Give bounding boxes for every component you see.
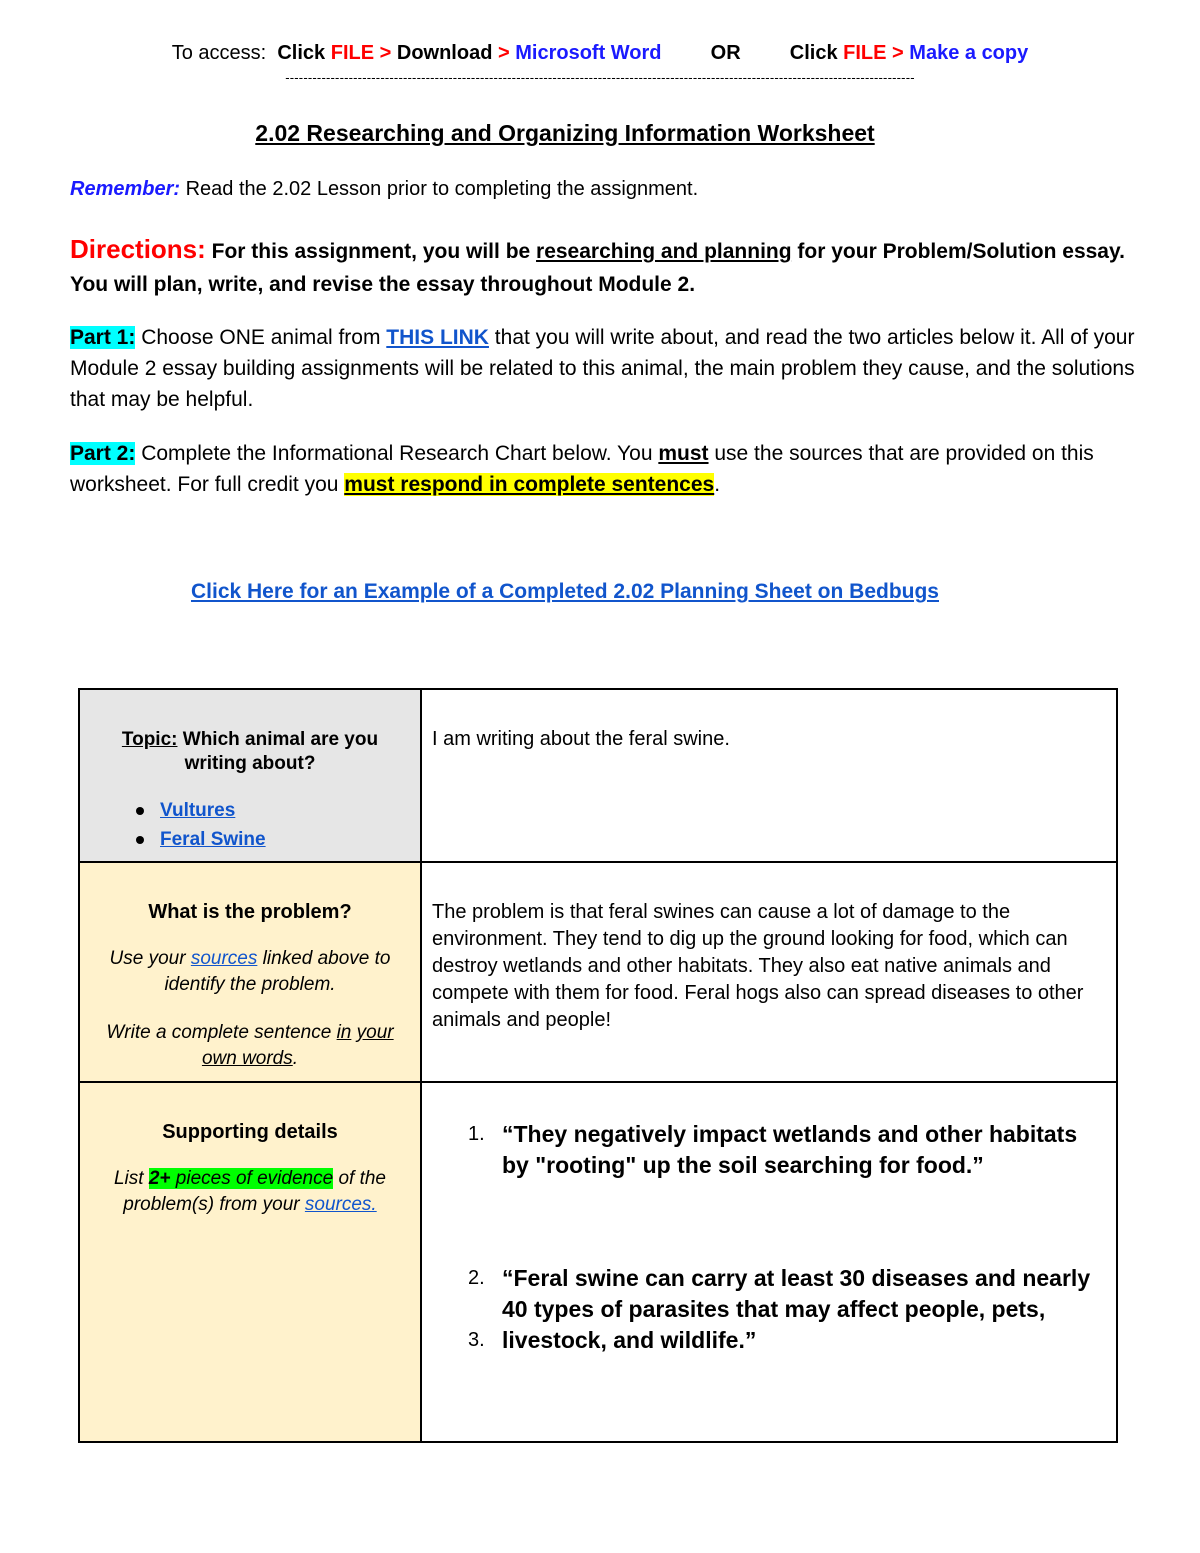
part2-must: must: [658, 442, 709, 465]
details-hint-green: pieces of evidence: [170, 1168, 334, 1189]
part1-label: Part 1:: [70, 326, 136, 349]
part2-block: [70, 438, 1140, 500]
evidence-number: 1.: [468, 1123, 485, 1145]
topic-cell: [79, 689, 421, 862]
topic-row: [79, 689, 1117, 862]
evidence-item: [422, 1263, 1096, 1356]
problem-hint2-own: your own words: [201, 1022, 394, 1069]
directions-label: Directions:: [70, 234, 206, 264]
problem-hint-2: [80, 1020, 420, 1072]
details-cell: [79, 1082, 421, 1442]
part2-text-1: Complete the Informational Research Chart below. You: [135, 442, 659, 465]
topic-question: [80, 690, 420, 786]
directions-text-1: For this assignment, you will be: [205, 240, 537, 263]
click-label-2: Click: [789, 42, 838, 64]
topic-question-text: Which animal are you writing about?: [177, 729, 379, 774]
details-heading: Supporting details: [162, 1121, 338, 1143]
part1-text-2: that you will write about, and read the two articles below it. All of your Module 2 essay building assignments will be related to this animal, the main problem they cause, and the solutions that may be helpful.: [70, 326, 1135, 411]
evidence-text: “They negatively impact wetlands and other habitats by "rooting" up the soil searching for food.”: [502, 1121, 1078, 1178]
topic-answer: I am writing about the feral swine.: [432, 728, 730, 750]
this-link[interactable]: THIS LINK: [386, 326, 489, 349]
details-hint-post: of the problem(s) from your: [123, 1168, 387, 1215]
access-prefix: To access:: [171, 42, 267, 64]
part1-block: [70, 322, 1140, 415]
remember-note: [70, 178, 1140, 201]
problem-hint2-pre: Write a complete sentence: [106, 1022, 337, 1043]
details-sources-link[interactable]: sources.: [304, 1194, 377, 1215]
details-answer-cell[interactable]: [421, 1082, 1117, 1442]
file-menu-label-1: FILE >: [330, 42, 392, 64]
feral-swine-link[interactable]: Feral Swine: [160, 829, 266, 850]
make-copy-label: Make a copy: [909, 42, 1029, 64]
research-chart: [78, 688, 1118, 1443]
directions-underlined: researching and planning: [536, 240, 792, 263]
problem-row: [79, 862, 1117, 1082]
details-hint: [80, 1166, 420, 1218]
option-vultures: [136, 796, 420, 825]
download-label: Download: [396, 42, 493, 64]
evidence-number-3: 3.: [468, 1329, 485, 1351]
details-hint-count: 2+: [148, 1168, 171, 1189]
evidence-number: 2.: [468, 1267, 485, 1289]
animal-options: [136, 796, 420, 854]
problem-heading: What is the problem?: [148, 901, 352, 923]
problem-hint-pre: Use your: [109, 948, 191, 969]
problem-hint2-end: .: [292, 1048, 299, 1069]
remember-text: Read the 2.02 Lesson prior to completing the assignment.: [180, 178, 699, 200]
or-label: OR: [710, 42, 741, 64]
divider-rule: -------------------------------------------------------------------------------------------------------------------------------------------: [285, 70, 915, 85]
topic-label: Topic:: [121, 729, 178, 750]
part2-highlight: must respond in complete sentences: [344, 473, 715, 496]
problem-hint: [80, 946, 420, 998]
problem-answer-cell[interactable]: [421, 862, 1117, 1082]
part1-text-1: Choose ONE animal from: [135, 326, 387, 349]
click-label-1: Click: [277, 42, 326, 64]
vultures-link[interactable]: Vultures: [160, 800, 236, 821]
file-menu-label-2: FILE >: [843, 42, 904, 64]
details-hint-pre: List: [113, 1168, 149, 1189]
remember-label: Remember:: [70, 178, 181, 200]
problem-answer: The problem is that feral swines can cause a lot of damage to the environment. They tend to dig up the ground looking for food, which can destroy wetlands and other habitats. They also eat native animals and compete with them for food. Feral hogs also can spread diseases to other animals and people!: [432, 901, 1084, 1031]
example-link[interactable]: Click Here for an Example of a Completed 2.02 Planning Sheet on Bedbugs: [190, 580, 939, 603]
directions-text-2: for your Problem/Solution essay. You will plan, write, and revise the essay throughout Module 2.: [70, 240, 1125, 296]
problem-sources-link[interactable]: sources: [190, 948, 258, 969]
part2-text-2: use the sources that are provided on this worksheet. For full credit you: [70, 442, 1094, 496]
part2-label: Part 2:: [70, 442, 136, 465]
option-feral-swine: [136, 825, 420, 854]
problem-cell: [79, 862, 421, 1082]
part2-text-3: .: [714, 473, 721, 496]
arrow-label: >: [497, 42, 510, 64]
evidence-list: [422, 1083, 1116, 1356]
access-instructions: [0, 42, 1200, 65]
page-title: 2.02 Researching and Organizing Information Worksheet: [255, 120, 875, 146]
problem-hint-post: linked above to identify the problem.: [164, 948, 391, 995]
topic-answer-cell[interactable]: [421, 689, 1117, 862]
directions-block: [70, 233, 1140, 301]
details-row: [79, 1082, 1117, 1442]
evidence-item: [422, 1119, 1096, 1181]
evidence-text: “Feral swine can carry at least 30 diseases and nearly 40 types of parasites that may affect people, pets, livestock, and wildlife.”: [502, 1265, 1091, 1353]
problem-hint2-in: in: [336, 1022, 352, 1043]
microsoft-word-label: Microsoft Word: [515, 42, 662, 64]
